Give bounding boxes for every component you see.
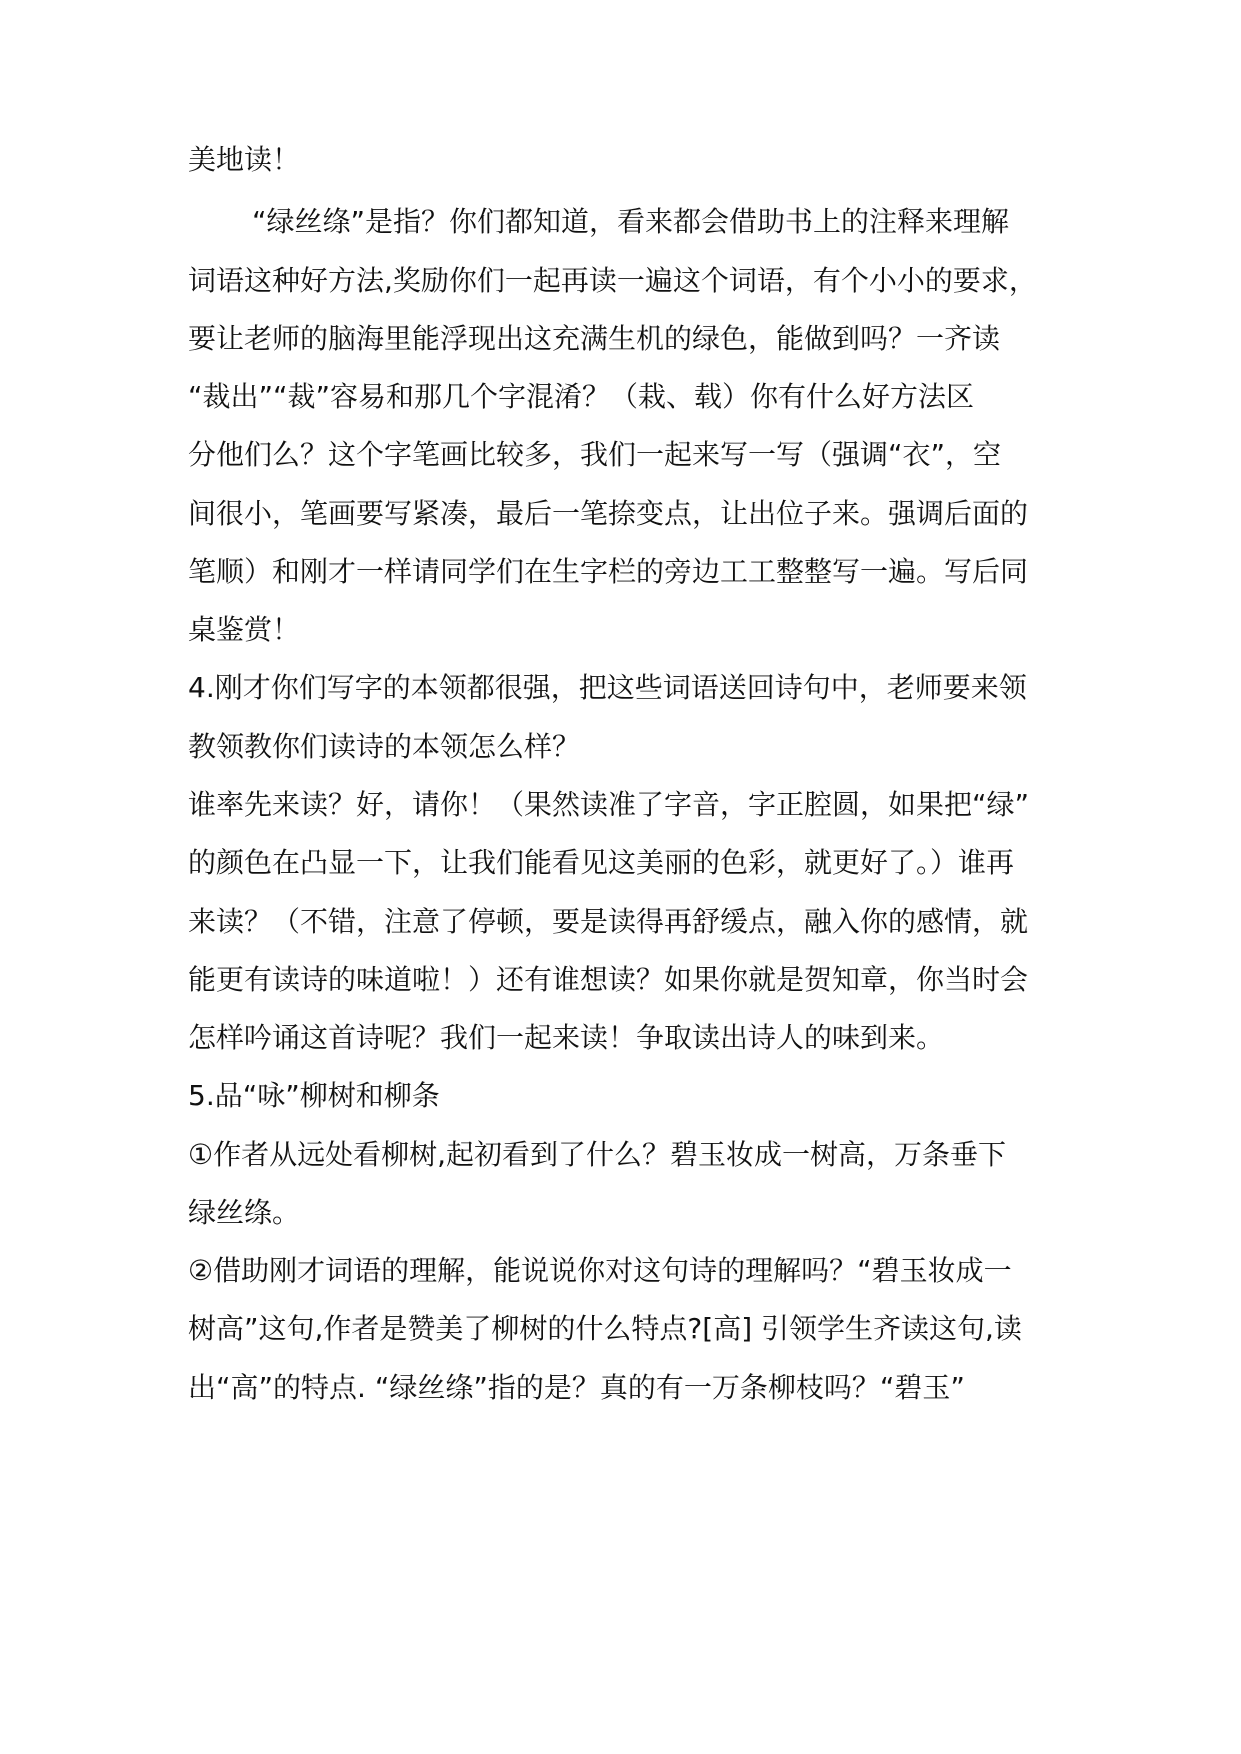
text-line: “绿丝绦”是指？你们都知道，看来都会借助书上的注释来理解 [252,205,1010,238]
text-line: 谁率先来读？好，请你！（果然读准了字音，字正腔圆，如果把“绿” [188,788,1030,821]
text-line: 绿丝绦。 [188,1196,301,1229]
text-line: “裁出”“裁”容易和那几个字混淆？（栽、载）你有什么好方法区 [188,380,975,413]
numbered-step-4: 4.刚才你们写字的本领都很强，把这些词语送回诗句中，老师要来领 [188,671,1027,704]
text-line: 桌鉴赏！ [188,613,301,646]
text-line: 能更有读诗的味道啦！）还有谁想读？如果你就是贺知章，你当时会 [188,963,1029,996]
text-line: 分他们么？这个字笔画比较多，我们一起来写一写（强调“衣”，空 [188,438,1002,471]
text-line: ②借助刚才词语的理解，能说说你对这句诗的理解吗？“碧玉妆成一 [188,1254,1012,1287]
text-line: ①作者从远处看柳树,起初看到了什么？碧玉妆成一树高，万条垂下 [188,1138,1007,1171]
text-line: 来读？（不错，注意了停顿，要是读得再舒缓点，融入你的感情，就 [188,905,1029,938]
text-line: 树高”这句,作者是赞美了柳树的什么特点?[高] 引领学生齐读这句,读 [188,1312,1022,1345]
text-line: 美地读！ [188,143,301,176]
text-line: 怎样吟诵这首诗呢？我们一起来读！争取读出诗人的味到来。 [188,1021,945,1054]
text-line: 间很小，笔画要写紧凑，最后一笔捺变点，让出位子来。强调后面的 [188,497,1029,530]
text-line: 出“高”的特点. “绿丝绦”指的是？真的有一万条柳枝吗？“碧玉” [188,1371,965,1404]
text-line: 要让老师的脑海里能浮现出这充满生机的绿色，能做到吗？一齐读 [188,322,1001,355]
section-heading-5: 5.品“咏”柳树和柳条 [188,1079,440,1112]
text-line: 词语这种好方法,奖励你们一起再读一遍这个词语，有个小小的要求， [188,264,1037,297]
text-line: 笔顺）和刚才一样请同学们在生字栏的旁边工工整整写一遍。写后同 [188,555,1029,588]
text-line: 的颜色在凸显一下，让我们能看见这美丽的色彩，就更好了。）谁再 [188,846,1015,879]
text-line: 教领教你们读诗的本领怎么样？ [188,730,581,763]
